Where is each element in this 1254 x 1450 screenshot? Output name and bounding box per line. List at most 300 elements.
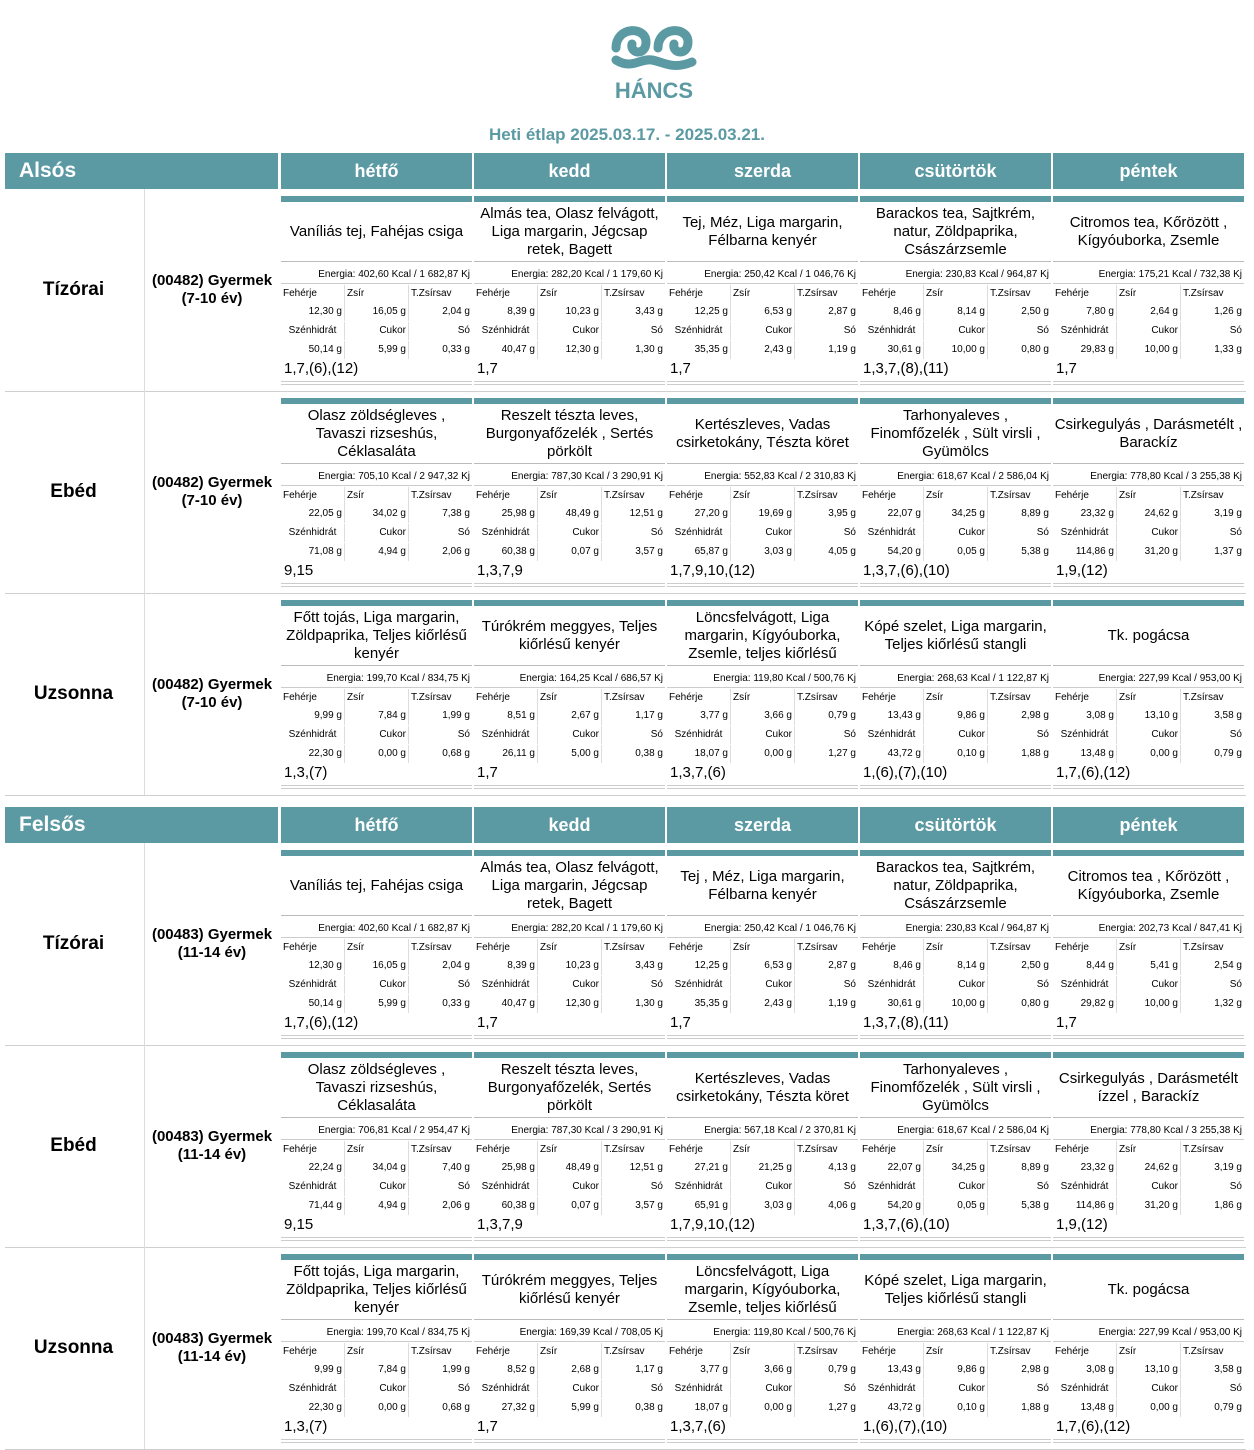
cell-divider (860, 1237, 1051, 1241)
cell-accent-bar (474, 1254, 665, 1260)
nutrient-label: Szénhidrát (474, 322, 538, 340)
nutrient-value: 0,68 g (442, 1402, 470, 1413)
nutrient-label: Cukor (345, 1380, 409, 1398)
nutrient-value: 1,30 g (635, 998, 663, 1009)
menu-cell (667, 593, 858, 795)
allergen-codes: 1,7 (670, 1014, 691, 1031)
nutrient-label: Fehérje (474, 939, 538, 957)
nutrient-value: 0,38 g (635, 748, 663, 759)
menu-cell (1053, 1045, 1244, 1247)
food-name: Barackos tea, Sajtkrém, natur, Zöldpaprika, Császárzsemle (860, 203, 1051, 262)
menu-cell (860, 391, 1051, 593)
cell-divider (860, 583, 1051, 587)
menu-cell (860, 189, 1051, 391)
food-name: Csirkegulyás , Darásmetélt ízzel , Barackíz (1053, 1059, 1244, 1118)
energy-value: Energia: 778,80 Kcal / 3 255,38 Kj (1053, 1123, 1244, 1140)
nutrient-row (1053, 1141, 1244, 1159)
nutrient-label: Zsír (924, 939, 988, 957)
section-group-header: Alsós (5, 153, 278, 189)
cell-accent-bar (667, 196, 858, 202)
food-name: Tk. pogácsa (1053, 1261, 1244, 1320)
nutrient-label: Cukor (731, 976, 795, 994)
nutrient-label: Zsír (538, 285, 602, 303)
nutrient-row (1053, 1361, 1244, 1379)
nutrient-label: T.Zsírsav (411, 1346, 452, 1357)
nutrient-value: 12,30 g (281, 957, 345, 975)
food-name: Almás tea, Olasz felvágott, Liga margarin, Jégcsap retek, Bagett (474, 857, 665, 916)
nutrient-value: 7,38 g (442, 508, 470, 519)
nutrient-row (281, 995, 472, 1013)
nutrient-row (860, 976, 1051, 994)
nutrient-value: 35,35 g (667, 341, 731, 359)
allergen-codes: 1,3,7,(6),(10) (863, 562, 950, 579)
nutrient-row (1053, 1343, 1244, 1361)
menu-cell (667, 1045, 858, 1247)
nutrient-label: Cukor (924, 1178, 988, 1196)
nutrient-label: T.Zsírsav (411, 942, 452, 953)
menu-cell (860, 593, 1051, 795)
nutrient-value: 8,39 g (474, 957, 538, 975)
nutrient-label: Só (843, 729, 856, 740)
nutrient-value: 114,86 g (1053, 1197, 1117, 1215)
nutrient-row (860, 505, 1051, 523)
nutrient-label: Szénhidrát (860, 976, 924, 994)
nutrient-label: Szénhidrát (1053, 726, 1117, 744)
meal-label: Uzsonna (33, 1337, 114, 1358)
nutrient-label: Zsír (731, 689, 795, 707)
nutrient-value: 1,17 g (635, 1364, 663, 1375)
cell-divider (474, 1439, 665, 1443)
section-felso (5, 807, 1246, 1447)
nutrient-row (1053, 543, 1244, 561)
nutrient-value: 3,58 g (1214, 710, 1242, 721)
nutrient-value: 8,14 g (924, 303, 988, 321)
nutrient-value: 7,80 g (1053, 303, 1117, 321)
nutrient-value: 71,08 g (281, 543, 345, 561)
energy-value: Energia: 706,81 Kcal / 2 954,47 Kj (281, 1123, 472, 1140)
nutrient-label: T.Zsírsav (990, 288, 1031, 299)
nutrient-row (474, 689, 665, 707)
nutrient-row (474, 976, 665, 994)
nutrient-value: 10,00 g (1117, 341, 1181, 359)
food-name: Vaníliás tej, Fahéjas csiga (281, 857, 472, 916)
nutrient-value: 0,00 g (345, 1399, 409, 1417)
nutrient-value: 4,94 g (345, 1197, 409, 1215)
nutrient-label: Fehérje (1053, 1343, 1117, 1361)
nutrient-row (667, 995, 858, 1013)
nutrient-row (474, 524, 665, 542)
nutrient-value: 2,04 g (442, 306, 470, 317)
age-group-label: (00482) Gyermek (7-10 év) (144, 189, 279, 391)
nutrient-value: 3,19 g (1214, 508, 1242, 519)
menu-cell (281, 843, 472, 1045)
nutrient-value: 0,00 g (345, 745, 409, 763)
energy-value: Energia: 199,70 Kcal / 834,75 Kj (281, 671, 472, 688)
nutrient-label: Fehérje (281, 1141, 345, 1159)
nutrient-value: 2,98 g (1021, 1364, 1049, 1375)
nutrient-label: Cukor (924, 726, 988, 744)
nutrient-label: Fehérje (281, 285, 345, 303)
nutrient-value: 2,06 g (442, 1200, 470, 1211)
hancs-logo (606, 18, 702, 104)
nutrient-row (667, 505, 858, 523)
nutrient-label: Cukor (345, 524, 409, 542)
nutrient-label: T.Zsírsav (411, 490, 452, 501)
nutrient-label: Fehérje (474, 689, 538, 707)
menu-cell (281, 391, 472, 593)
nutrient-value: 0,80 g (1021, 344, 1049, 355)
nutrient-row (474, 745, 665, 763)
nutrient-label: Cukor (924, 976, 988, 994)
nutrient-label: T.Zsírsav (990, 490, 1031, 501)
nutrient-value: 10,00 g (924, 341, 988, 359)
nutrient-value: 34,02 g (345, 505, 409, 523)
food-name: Vaníliás tej, Fahéjas csiga (281, 203, 472, 262)
nutrient-label: T.Zsírsav (797, 1346, 838, 1357)
nutrient-label: Fehérje (667, 487, 731, 505)
nutrient-label: Cukor (924, 1380, 988, 1398)
nutrient-row (667, 487, 858, 505)
nutrient-label: Fehérje (667, 285, 731, 303)
nutrient-value: 8,51 g (474, 707, 538, 725)
nutrient-value: 13,10 g (1117, 1361, 1181, 1379)
nutrient-label: T.Zsírsav (990, 1144, 1031, 1155)
nutrient-label: T.Zsírsav (604, 692, 645, 703)
nutrient-label: Szénhidrát (667, 1178, 731, 1196)
nutrient-value: 4,06 g (828, 1200, 856, 1211)
food-name: Kertészleves, Vadas csirketokány, Tészta köret (667, 1059, 858, 1118)
nutrient-label: Fehérje (281, 1343, 345, 1361)
menu-cell (474, 843, 665, 1045)
nutrient-label: Cukor (538, 322, 602, 340)
nutrient-label: Cukor (538, 1380, 602, 1398)
nutrient-label: Szénhidrát (860, 726, 924, 744)
energy-value: Energia: 402,60 Kcal / 1 682,87 Kj (281, 267, 472, 284)
nutrient-label: Fehérje (474, 1343, 538, 1361)
age-group-label: (00482) Gyermek (7-10 év) (144, 391, 279, 593)
energy-value: Energia: 705,10 Kcal / 2 947,32 Kj (281, 469, 472, 486)
energy-value: Energia: 230,83 Kcal / 964,87 Kj (860, 267, 1051, 284)
nutrient-label: Zsír (1117, 487, 1181, 505)
nutrient-value: 54,20 g (860, 1197, 924, 1215)
nutrient-label: Szénhidrát (281, 726, 345, 744)
nutrient-value: 21,25 g (731, 1159, 795, 1177)
meal-row (5, 1045, 1246, 1248)
nutrient-row (281, 341, 472, 359)
food-name: Tarhonyaleves , Finomfőzelék , Sült virsli , Gyümölcs (860, 405, 1051, 464)
nutrient-row (474, 1343, 665, 1361)
nutrient-label: Szénhidrát (474, 976, 538, 994)
nutrient-value: 16,05 g (345, 957, 409, 975)
nutrient-label: Szénhidrát (860, 524, 924, 542)
nutrient-row (474, 487, 665, 505)
nutrient-label: Só (1036, 527, 1049, 538)
cell-divider (281, 785, 472, 789)
nutrient-label: Zsír (345, 285, 409, 303)
nutrient-label: Szénhidrát (474, 1380, 538, 1398)
cell-accent-bar (281, 850, 472, 856)
nutrient-label: Fehérje (1053, 1141, 1117, 1159)
nutrient-label: Só (1229, 979, 1242, 990)
nutrient-value: 3,03 g (731, 543, 795, 561)
nutrient-value: 4,13 g (828, 1162, 856, 1173)
nutrient-row (474, 939, 665, 957)
food-name: Reszelt tészta leves, Burgonyafőzelék , Sertés pörkölt (474, 405, 665, 464)
allergen-codes: 1,7,9,10,(12) (670, 562, 756, 579)
nutrient-value: 10,23 g (538, 303, 602, 321)
nutrient-row (281, 524, 472, 542)
nutrient-value: 0,05 g (924, 543, 988, 561)
nutrient-value: 0,00 g (1117, 1399, 1181, 1417)
nutrient-row (474, 543, 665, 561)
menu-cell (281, 593, 472, 795)
nutrient-label: Fehérje (860, 285, 924, 303)
nutrient-label: T.Zsírsav (604, 942, 645, 953)
cell-accent-bar (281, 600, 472, 606)
nutrient-label: Fehérje (1053, 689, 1117, 707)
nutrient-value: 27,20 g (667, 505, 731, 523)
food-name: Tarhonyaleves , Finomfőzelék , Sült virsli , Gyümölcs (860, 1059, 1051, 1118)
cell-accent-bar (281, 1254, 472, 1260)
nutrient-value: 2,68 g (538, 1361, 602, 1379)
nutrient-row (1053, 957, 1244, 975)
cell-accent-bar (667, 850, 858, 856)
nutrient-label: Zsír (731, 939, 795, 957)
nutrient-value: 13,10 g (1117, 707, 1181, 725)
nutrient-row (281, 1141, 472, 1159)
nutrient-row (860, 1361, 1051, 1379)
nutrient-label: Zsír (538, 1343, 602, 1361)
nutrient-row (667, 1159, 858, 1177)
nutrient-label: Fehérje (474, 487, 538, 505)
nutrient-value: 5,99 g (345, 995, 409, 1013)
nutrient-value: 0,05 g (924, 1197, 988, 1215)
nutrient-label: Szénhidrát (667, 726, 731, 744)
nutrient-label: Cukor (1117, 976, 1181, 994)
nutrient-value: 24,62 g (1117, 1159, 1181, 1177)
nutrient-label: Fehérje (667, 939, 731, 957)
nutrient-value: 1,19 g (828, 344, 856, 355)
nutrient-label: Só (843, 979, 856, 990)
nutrient-row (281, 1399, 472, 1417)
nutrient-label: Zsír (731, 1343, 795, 1361)
day-header-3: csütörtök (860, 807, 1051, 843)
nutrient-value: 60,38 g (474, 1197, 538, 1215)
nutrient-value: 3,03 g (731, 1197, 795, 1215)
nutrient-label: Fehérje (667, 1141, 731, 1159)
nutrient-value: 12,30 g (538, 995, 602, 1013)
nutrient-value: 10,00 g (924, 995, 988, 1013)
allergen-codes: 1,9,(12) (1056, 562, 1108, 579)
nutrient-value: 3,43 g (635, 960, 663, 971)
cell-accent-bar (1053, 398, 1244, 404)
nutrient-row (1053, 689, 1244, 707)
nutrient-label: Fehérje (667, 1343, 731, 1361)
nutrient-value: 8,14 g (924, 957, 988, 975)
nutrient-label: Cukor (345, 322, 409, 340)
nutrient-value: 6,53 g (731, 303, 795, 321)
nutrient-row (667, 285, 858, 303)
nutrient-label: T.Zsírsav (1183, 1346, 1224, 1357)
nutrient-label: Só (650, 1181, 663, 1192)
nutrient-row (860, 707, 1051, 725)
energy-value: Energia: 618,67 Kcal / 2 586,04 Kj (860, 469, 1051, 486)
nutrient-value: 12,25 g (667, 957, 731, 975)
cell-accent-bar (1053, 196, 1244, 202)
nutrient-label: Fehérje (474, 285, 538, 303)
cell-accent-bar (1053, 1254, 1244, 1260)
cell-divider (1053, 1439, 1244, 1443)
food-name: Löncsfelvágott, Liga margarin, Kígyóuborka, Zsemle, teljes kiőrlésű (667, 607, 858, 666)
nutrient-value: 13,43 g (860, 1361, 924, 1379)
nutrient-value: 2,87 g (828, 960, 856, 971)
nutrient-row (667, 707, 858, 725)
nutrient-row (281, 1178, 472, 1196)
nutrient-row (860, 957, 1051, 975)
nutrient-label: T.Zsírsav (797, 288, 838, 299)
nutrient-label: Zsír (924, 285, 988, 303)
nutrient-label: Zsír (345, 1343, 409, 1361)
cell-accent-bar (474, 1052, 665, 1058)
nutrient-value: 2,50 g (1021, 306, 1049, 317)
nutrient-label: Só (1036, 979, 1049, 990)
nutrient-value: 1,88 g (1021, 748, 1049, 759)
allergen-codes: 1,9,(12) (1056, 1216, 1108, 1233)
nutrient-row (860, 995, 1051, 1013)
nutrient-row (860, 524, 1051, 542)
nutrient-value: 13,48 g (1053, 745, 1117, 763)
nutrient-label: Cukor (731, 1380, 795, 1398)
nutrient-value: 9,86 g (924, 1361, 988, 1379)
nutrient-label: T.Zsírsav (604, 490, 645, 501)
nutrient-label: Szénhidrát (1053, 1178, 1117, 1196)
nutrient-row (281, 1380, 472, 1398)
nutrient-label: Só (457, 325, 470, 336)
nutrient-label: Só (843, 527, 856, 538)
nutrient-value: 35,35 g (667, 995, 731, 1013)
nutrient-row (281, 1159, 472, 1177)
energy-value: Energia: 778,80 Kcal / 3 255,38 Kj (1053, 469, 1244, 486)
nutrient-row (474, 995, 665, 1013)
menu-cell (474, 1247, 665, 1449)
nutrient-label: T.Zsírsav (1183, 288, 1224, 299)
nutrient-label: Szénhidrát (667, 524, 731, 542)
nutrient-label: Szénhidrát (860, 322, 924, 340)
allergen-codes: 1,3,7,(8),(11) (863, 360, 949, 377)
nutrient-label: Só (650, 1383, 663, 1394)
nutrient-label: Zsír (538, 487, 602, 505)
allergen-codes: 9,15 (284, 1216, 314, 1233)
nutrient-label: T.Zsírsav (797, 692, 838, 703)
nutrient-row (860, 1380, 1051, 1398)
nutrient-row (474, 1178, 665, 1196)
age-group-label: (00483) Gyermek (11-14 év) (144, 1247, 279, 1449)
cell-divider (281, 381, 472, 385)
nutrient-row (1053, 285, 1244, 303)
nutrient-label: Szénhidrát (281, 524, 345, 542)
nutrient-label: Só (1036, 325, 1049, 336)
allergen-codes: 1,7 (670, 360, 691, 377)
nutrient-row (1053, 303, 1244, 321)
nutrient-value: 3,58 g (1214, 1364, 1242, 1375)
nutrient-value: 19,69 g (731, 505, 795, 523)
nutrient-value: 5,00 g (538, 745, 602, 763)
nutrient-value: 1,99 g (442, 1364, 470, 1375)
nutrient-label: Só (457, 527, 470, 538)
nutrient-label: Zsír (924, 1343, 988, 1361)
nutrient-row (667, 957, 858, 975)
cell-divider (281, 583, 472, 587)
day-header-1: kedd (474, 153, 665, 189)
nutrient-row (1053, 322, 1244, 340)
energy-value: Energia: 618,67 Kcal / 2 586,04 Kj (860, 1123, 1051, 1140)
allergen-codes: 9,15 (284, 562, 314, 579)
food-name: Kópé szelet, Liga margarin, Teljes kiőrlésű stangli (860, 607, 1051, 666)
nutrient-value: 8,52 g (474, 1361, 538, 1379)
nutrient-label: Só (1036, 1383, 1049, 1394)
nutrient-row (281, 1343, 472, 1361)
energy-value: Energia: 282,20 Kcal / 1 179,60 Kj (474, 921, 665, 938)
nutrient-label: Cukor (731, 726, 795, 744)
nutrient-value: 65,87 g (667, 543, 731, 561)
cell-accent-bar (667, 398, 858, 404)
nutrient-row (474, 285, 665, 303)
nutrient-label: Szénhidrát (474, 726, 538, 744)
nutrient-value: 1,88 g (1021, 1402, 1049, 1413)
nutrient-label: T.Zsírsav (990, 692, 1031, 703)
cell-accent-bar (860, 1254, 1051, 1260)
nutrient-value: 2,43 g (731, 995, 795, 1013)
nutrient-label: Zsír (538, 1141, 602, 1159)
nutrient-row (860, 1141, 1051, 1159)
nutrient-label: T.Zsírsav (990, 1346, 1031, 1357)
nutrient-value: 31,20 g (1117, 1197, 1181, 1215)
nutrient-row (667, 745, 858, 763)
nutrient-row (1053, 1197, 1244, 1215)
nutrient-value: 23,32 g (1053, 505, 1117, 523)
nutrient-value: 0,00 g (1117, 745, 1181, 763)
nutrient-value: 30,61 g (860, 995, 924, 1013)
nutrient-value: 27,21 g (667, 1159, 731, 1177)
nutrient-value: 0,07 g (538, 1197, 602, 1215)
nutrient-value: 3,19 g (1214, 1162, 1242, 1173)
nutrient-row (667, 1380, 858, 1398)
nutrient-value: 40,47 g (474, 341, 538, 359)
food-name: Kertészleves, Vadas csirketokány, Tészta köret (667, 405, 858, 464)
menu-cell (1053, 843, 1244, 1045)
nutrient-label: Cukor (924, 322, 988, 340)
day-header-4: péntek (1053, 807, 1244, 843)
nutrient-value: 3,66 g (731, 1361, 795, 1379)
nutrient-value: 50,14 g (281, 995, 345, 1013)
nutrient-row (281, 487, 472, 505)
food-name: Túrókrém meggyes, Teljes kiőrlésű kenyér (474, 607, 665, 666)
cell-divider (1053, 583, 1244, 587)
nutrient-value: 2,54 g (1214, 960, 1242, 971)
nutrient-label: Só (457, 1383, 470, 1394)
nutrient-label: Fehérje (1053, 487, 1117, 505)
energy-value: Energia: 552,83 Kcal / 2 310,83 Kj (667, 469, 858, 486)
allergen-codes: 1,7,(6),(12) (1056, 1418, 1131, 1435)
nutrient-row (1053, 707, 1244, 725)
nutrient-row (474, 505, 665, 523)
nutrient-row (474, 1361, 665, 1379)
cell-divider (474, 1035, 665, 1039)
nutrient-value: 48,49 g (538, 1159, 602, 1177)
page-title: Heti étlap 2025.03.17. - 2025.03.21. (489, 125, 765, 144)
allergen-codes: 1,7 (477, 764, 498, 781)
nutrient-row (860, 487, 1051, 505)
